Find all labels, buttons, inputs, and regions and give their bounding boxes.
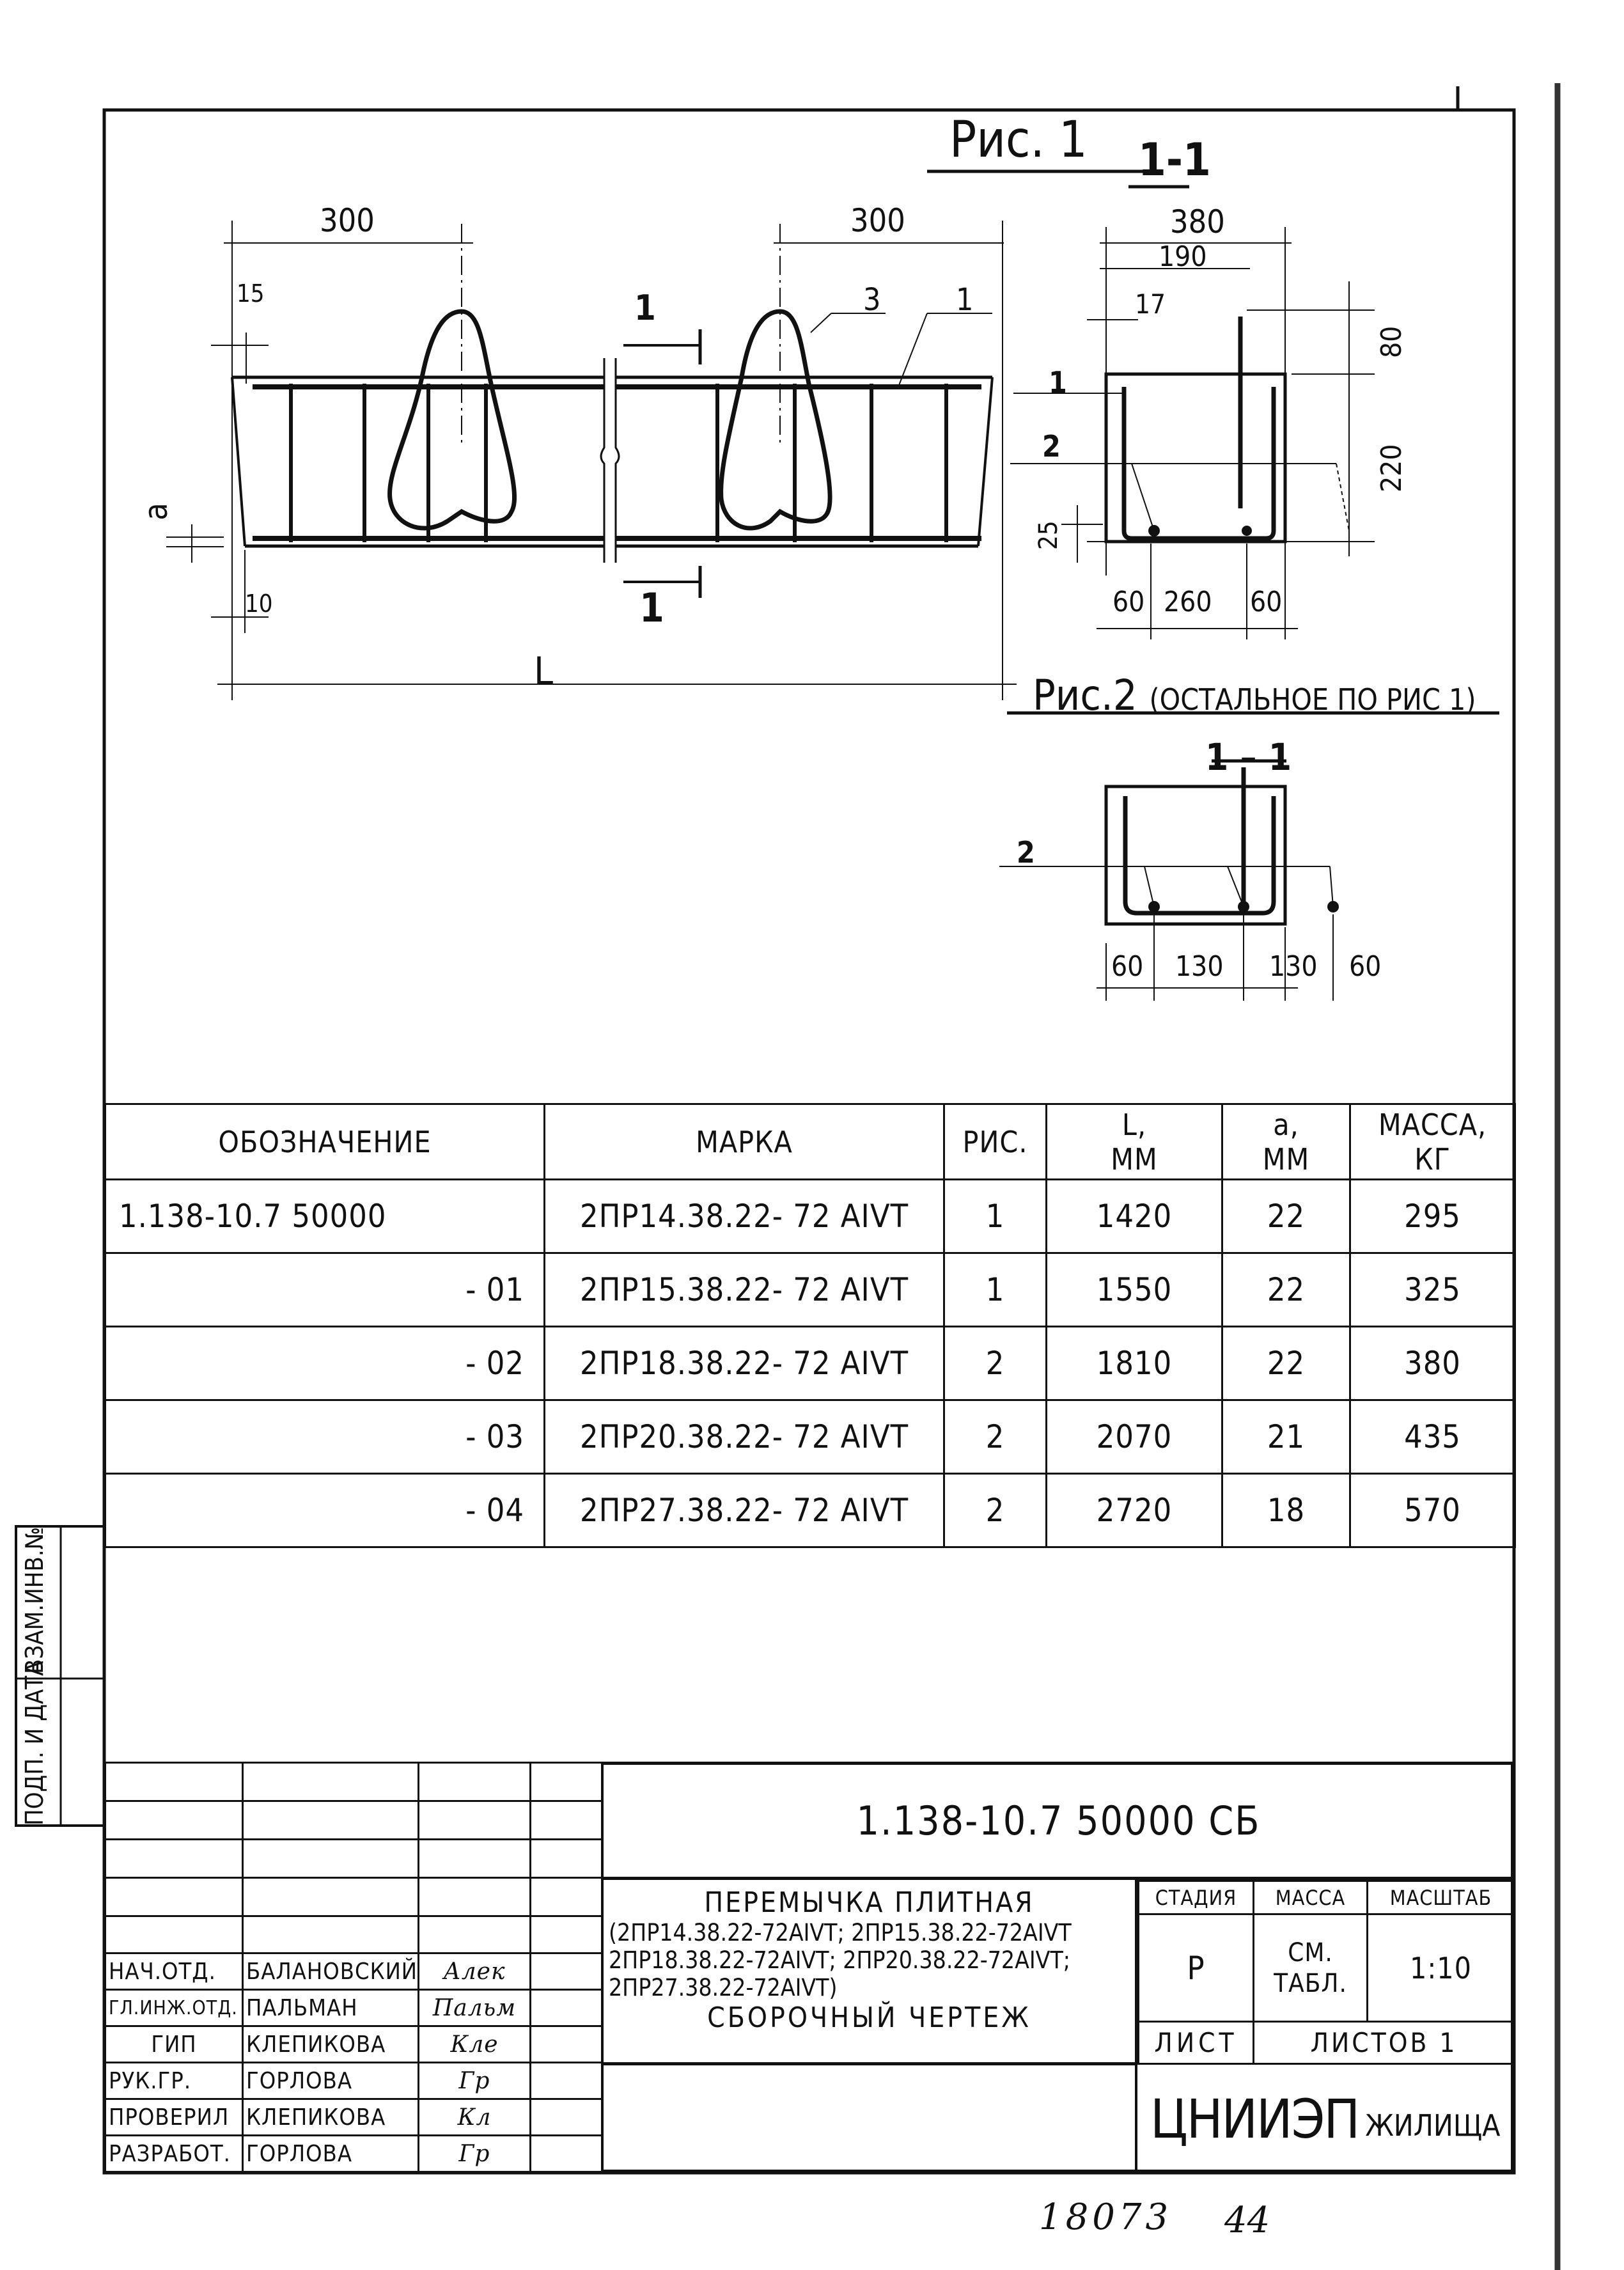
dim-60-right: 60	[1250, 586, 1283, 618]
signature-row	[105, 1953, 602, 1990]
spec-table-header	[105, 1104, 1515, 1180]
product-name-line4: 2ПР27.38.22-72АIVТ)	[609, 1974, 838, 2001]
page-number: 44	[1224, 2200, 1270, 2241]
row-designation: - 02	[105, 1327, 545, 1400]
row-mass: 435	[1350, 1400, 1515, 1474]
signature-row	[105, 2136, 602, 2172]
signature-name: ГОРЛОВА	[243, 2063, 419, 2099]
row-mark: 2ПР15.38.22- 72 АIVТ	[545, 1253, 944, 1327]
table-row	[105, 1253, 1515, 1327]
sheet-label: ЛИСТ	[1139, 2022, 1254, 2064]
row-fig: 2	[944, 1474, 1047, 1547]
dim-10: 10	[245, 590, 273, 618]
signature-role: РАЗРАБОТ.	[105, 2136, 243, 2172]
signature-row	[105, 2099, 602, 2136]
figure1-elevation	[166, 171, 1189, 700]
section-mark-bottom: 1	[639, 584, 664, 631]
doc-code-cell	[604, 1765, 1513, 1880]
callout-pos3: 3	[863, 282, 881, 318]
row-a: 18	[1222, 1474, 1350, 1547]
header-L-unit: ММ	[1111, 1141, 1158, 1177]
row-L: 2720	[1047, 1474, 1222, 1547]
product-name-line5: СБОРОЧНЫЙ ЧЕРТЕЖ	[707, 2001, 1031, 2034]
lower-left-blank	[604, 2065, 1137, 2173]
figure2-section-title: 1 – 1	[1205, 735, 1292, 779]
section1-callout-1: 1	[1049, 365, 1067, 400]
header-fig: РИС.	[944, 1104, 1047, 1180]
row-fig: 1	[944, 1253, 1047, 1327]
header-L-label: L,	[1121, 1107, 1147, 1142]
signature-row	[105, 1990, 602, 2026]
row-designation: 1.138-10.7 50000	[105, 1180, 545, 1253]
title-block-right	[601, 1762, 1514, 2173]
mass-value-line2: ТАБЛ.	[1274, 1968, 1347, 1998]
row-a: 22	[1222, 1327, 1350, 1400]
header-mark: МАРКА	[545, 1104, 944, 1180]
dim-220: 220	[1375, 444, 1408, 492]
section-mark-top: 1	[634, 288, 656, 328]
header-mass-unit: КГ	[1414, 1141, 1451, 1177]
header-mass	[1350, 1104, 1515, 1180]
stage-value: Р	[1139, 1914, 1254, 2022]
signature-name: КЛЕПИКОВА	[243, 2026, 419, 2063]
signature-name: КЛЕПИКОВА	[243, 2099, 419, 2136]
row-mark: 2ПР27.38.22- 72 АIVТ	[545, 1474, 944, 1547]
row-L: 1810	[1047, 1327, 1222, 1400]
header-a	[1222, 1104, 1350, 1180]
dim-15: 15	[237, 279, 265, 308]
row-fig: 2	[944, 1327, 1047, 1400]
product-name-line2: (2ПР14.38.22-72АIVТ; 2ПР15.38.22-72АIVТ	[609, 1919, 1072, 1946]
signature-row	[105, 2026, 602, 2063]
signature-role: ГЛ.ИНЖ.ОТД.	[105, 1990, 243, 2026]
spec-table	[104, 1103, 1516, 1548]
row-a: 22	[1222, 1180, 1350, 1253]
organization-sub: ЖИЛИЩА	[1365, 2108, 1501, 2143]
signature-role: ПРОВЕРИЛ	[105, 2099, 243, 2136]
organization-main: ЦНИИЭП	[1150, 2088, 1359, 2150]
signature-mark: Кл	[419, 2099, 531, 2136]
scale-value: 1:10	[1368, 1914, 1515, 2022]
row-fig: 2	[944, 1400, 1047, 1474]
dim-190: 190	[1159, 240, 1207, 273]
dim-300-right: 300	[850, 202, 905, 239]
table-row	[105, 1400, 1515, 1474]
dim-L-label: L	[534, 649, 554, 694]
figure1-title: Рис. 1	[949, 111, 1088, 169]
signature-mark: Алек	[419, 1953, 531, 1990]
section1-callout-2: 2	[1042, 429, 1061, 464]
signature-row	[105, 2063, 602, 2099]
row-a: 21	[1222, 1400, 1350, 1474]
row-mass: 295	[1350, 1180, 1515, 1253]
dim-80: 80	[1375, 325, 1408, 358]
product-name-cell	[604, 1880, 1137, 2065]
stage-mass-scale	[1137, 1880, 1515, 2065]
mass-label: МАССА	[1254, 1881, 1368, 1914]
row-mark: 2ПР20.38.22- 72 АIVТ	[545, 1400, 944, 1474]
dim-25: 25	[1034, 521, 1063, 550]
signature-grid	[104, 1762, 603, 2173]
header-a-label: а,	[1273, 1107, 1299, 1142]
table-row	[105, 1327, 1515, 1400]
signature-mark: Гр	[419, 2136, 531, 2172]
side-stamp-replaced-inv: ВЗАМ.ИНВ.№	[20, 1526, 49, 1674]
row-L: 1420	[1047, 1180, 1222, 1253]
section1-title: 1-1	[1138, 134, 1211, 186]
fig2-dim-60-left: 60	[1111, 950, 1144, 983]
dim-260: 260	[1164, 586, 1212, 618]
row-mark: 2ПР18.38.22- 72 АIVТ	[545, 1327, 944, 1400]
row-mass: 570	[1350, 1474, 1515, 1547]
header-mass-label: МАССА,	[1378, 1107, 1487, 1142]
fig2-dim-60-right: 60	[1349, 950, 1382, 983]
product-name-line3: 2ПР18.38.22-72АIVТ; 2ПР20.38.22-72АIVТ;	[609, 1946, 1070, 1974]
table-row	[105, 1180, 1515, 1253]
signature-name: ПАЛЬМАН	[243, 1990, 419, 2026]
mass-value	[1254, 1914, 1368, 2022]
side-stamp-sign-date: ПОДП. И ДАТА	[20, 1661, 49, 1826]
signature-role: НАЧ.ОТД.	[105, 1953, 243, 1990]
fig2-dim-130-a: 130	[1175, 950, 1224, 983]
signature-role: РУК.ГР.	[105, 2063, 243, 2099]
signature-role: ГИП	[105, 2026, 243, 2063]
organization-cell	[1137, 2065, 1513, 2173]
signature-mark: Кле	[419, 2026, 531, 2063]
dim-380: 380	[1170, 203, 1225, 240]
row-designation: - 01	[105, 1253, 545, 1327]
dim-300-left: 300	[320, 202, 375, 239]
signature-mark: Гр	[419, 2063, 531, 2099]
dim-60-left: 60	[1113, 586, 1145, 618]
row-mark: 2ПР14.38.22- 72 АIVТ	[545, 1180, 944, 1253]
product-name-line1: ПЕРЕМЫЧКА ПЛИТНАЯ	[704, 1886, 1035, 1919]
sheets-label: ЛИСТОВ 1	[1254, 2022, 1515, 2064]
row-a: 22	[1222, 1253, 1350, 1327]
figure2-note: (ОСТАЛЬНОЕ ПО РИС 1)	[1149, 682, 1476, 717]
dim-a-label: а	[137, 503, 175, 521]
archive-number: 18073	[1039, 2196, 1173, 2238]
row-L: 2070	[1047, 1400, 1222, 1474]
figure2-title-text: Рис.2	[1033, 671, 1137, 720]
row-designation: - 04	[105, 1474, 545, 1547]
signature-name: ГОРЛОВА	[243, 2136, 419, 2172]
callout-pos1: 1	[956, 282, 974, 318]
row-fig: 1	[944, 1180, 1047, 1253]
figure2-callout-2: 2	[1017, 835, 1035, 870]
scale-label: МАСШТАБ	[1368, 1881, 1515, 1914]
figure2-title	[1033, 671, 1476, 720]
doc-code: 1.138-10.7 50000 СБ	[856, 1797, 1261, 1844]
stage-label: СТАДИЯ	[1139, 1881, 1254, 1914]
mass-value-line1: СМ.	[1288, 1937, 1333, 1968]
signature-mark: Пальм	[419, 1990, 531, 2026]
row-L: 1550	[1047, 1253, 1222, 1327]
signature-name: БАЛАНОВСКИЙ	[243, 1953, 419, 1990]
table-row	[105, 1474, 1515, 1547]
row-mass: 380	[1350, 1327, 1515, 1400]
row-mass: 325	[1350, 1253, 1515, 1327]
header-designation: ОБОЗНАЧЕНИЕ	[105, 1104, 545, 1180]
row-designation: - 03	[105, 1400, 545, 1474]
dim-17: 17	[1135, 288, 1166, 320]
header-L	[1047, 1104, 1222, 1180]
header-a-unit: ММ	[1262, 1141, 1310, 1177]
fig2-dim-130-b: 130	[1269, 950, 1318, 983]
